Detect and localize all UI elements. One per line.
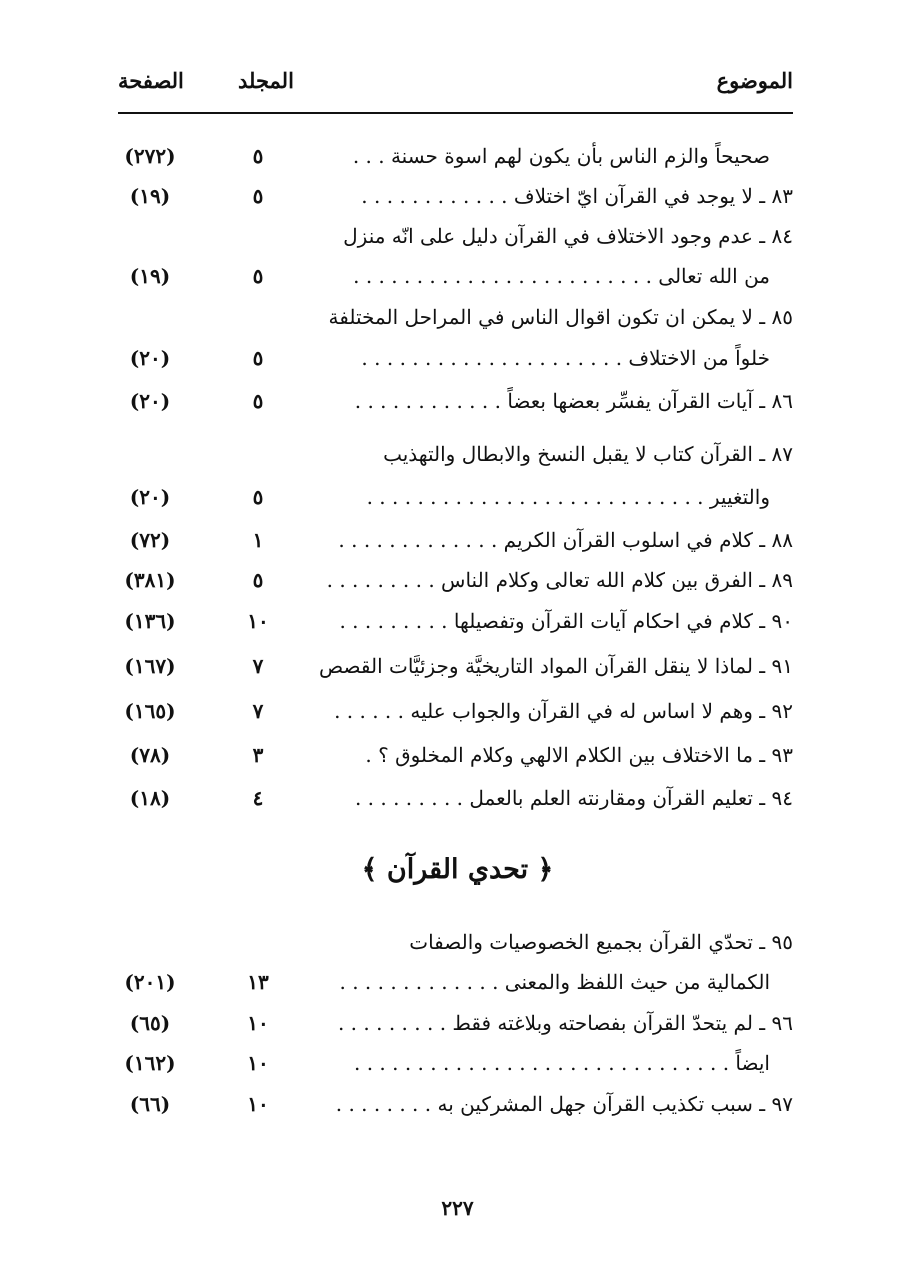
entry-volume: ١٠ — [247, 1092, 269, 1116]
entry-volume: ١٠ — [247, 1051, 269, 1075]
entry-volume: ٣ — [252, 743, 264, 767]
entry-text: ٨٣ ـ لا يوجد في القرآن ايّ اختلاف . . . . . . . . . . . . — [361, 184, 793, 208]
entry-page: (١٨) — [129, 786, 171, 810]
entry-page: (٢٠) — [129, 485, 171, 509]
entry-volume: ١٠ — [247, 1011, 269, 1035]
entry-text: ٩٦ ـ لم يتحدّ القرآن بفصاحته وبلاغته فقط . . . . . . . . . — [337, 1011, 793, 1035]
entry-text: ٩١ ـ لماذا لا ينقل القرآن المواد التاريخيَّة وجزئيَّات القصص — [319, 654, 793, 678]
entry-volume: ٥ — [252, 485, 264, 509]
entry-volume: ٤ — [252, 786, 264, 810]
header-volume: المجلد — [238, 68, 294, 93]
entry-page: (١٦٥) — [124, 699, 176, 723]
entry-text: ٨٤ ـ عدم وجود الاختلاف في القرآن دليل على انّه منزل — [343, 224, 793, 248]
entry-page: (٢٠١) — [124, 970, 176, 994]
entry-page: (١٩) — [129, 264, 171, 288]
header-page: الصفحة — [118, 68, 184, 93]
entry-volume: ٥ — [252, 144, 264, 168]
entry-page: (٢٠) — [129, 346, 171, 370]
entry-page: (٦٦) — [129, 1092, 171, 1116]
page-number: ٢٢٧ — [441, 1196, 474, 1220]
entry-text: ٨٩ ـ الفرق بين كلام الله تعالى وكلام الناس . . . . . . . . . — [326, 568, 793, 592]
entry-text: من الله تعالى . . . . . . . . . . . . . . . . . . . . . . . . — [353, 264, 770, 288]
entry-volume: ٥ — [252, 264, 264, 288]
entry-text: ٩٤ ـ تعليم القرآن ومقارنته العلم بالعمل . . . . . . . . . — [354, 786, 793, 810]
entry-text: الكمالية من حيث اللفظ والمعنى . . . . . . . . . . . . . — [339, 970, 770, 994]
entry-page: (٧٢) — [129, 528, 171, 552]
entry-text: خلواً من الاختلاف . . . . . . . . . . . . . . . . . . . . . — [361, 346, 770, 370]
entry-text: والتغيير . . . . . . . . . . . . . . . . . . . . . . . . . . . — [366, 485, 770, 509]
entry-volume: ١ — [252, 528, 264, 552]
entry-text: صحيحاً والزم الناس بأن يكون لهم اسوة حسنة . . . — [352, 144, 770, 168]
entry-page: (١٦٧) — [124, 654, 176, 678]
entry-volume: ٧ — [252, 654, 264, 678]
entry-page: (١٣٦) — [124, 609, 176, 633]
entry-volume: ١٠ — [247, 609, 269, 633]
entry-text: ٨٦ ـ آيات القرآن يفسِّر بعضها بعضاً . . . . . . . . . . . . — [354, 389, 793, 413]
entry-text: ٨٧ ـ القرآن كتاب لا يقبل النسخ والابطال والتهذيب — [383, 442, 793, 466]
entry-text: ٨٥ ـ لا يمكن ان تكون اقوال الناس في المراحل المختلفة — [328, 305, 793, 329]
entry-volume: ١٣ — [247, 970, 269, 994]
entry-text: ٩٣ ـ ما الاختلاف بين الكلام الالهي وكلام المخلوق ؟ . — [365, 743, 793, 767]
entry-volume: ٥ — [252, 346, 264, 370]
entry-page: (٣٨١) — [124, 568, 176, 592]
entry-text: ٩٥ ـ تحدّي القرآن بجميع الخصوصيات والصفات — [409, 930, 793, 954]
section-title: ﴿ تحدي القرآن ﴾ — [361, 854, 554, 885]
entry-volume: ٥ — [252, 184, 264, 208]
entry-page: (١٩) — [129, 184, 171, 208]
entry-text: ٩٠ ـ كلام في احكام آيات القرآن وتفصيلها . . . . . . . . . — [339, 609, 793, 633]
entry-page: (٦٥) — [129, 1011, 171, 1035]
entry-page: (٢٧٢) — [124, 144, 176, 168]
entry-page: (٢٠) — [129, 389, 171, 413]
header-topic: الموضوع — [716, 68, 793, 93]
entry-text: ايضاً . . . . . . . . . . . . . . . . . . . . . . . . . . . . . . — [353, 1051, 770, 1075]
entry-page: (٧٨) — [129, 743, 171, 767]
entry-volume: ٧ — [252, 699, 264, 723]
entry-volume: ٥ — [252, 389, 264, 413]
entry-page: (١٦٢) — [124, 1051, 176, 1075]
entry-text: ٩٢ ـ وهم لا اساس له في القرآن والجواب عليه . . . . . . — [334, 699, 793, 723]
entry-text: ٨٨ ـ كلام في اسلوب القرآن الكريم . . . . . . . . . . . . . — [338, 528, 793, 552]
entry-volume: ٥ — [252, 568, 264, 592]
entry-text: ٩٧ ـ سبب تكذيب القرآن جهل المشركين به . . . . . . . . — [335, 1092, 793, 1116]
